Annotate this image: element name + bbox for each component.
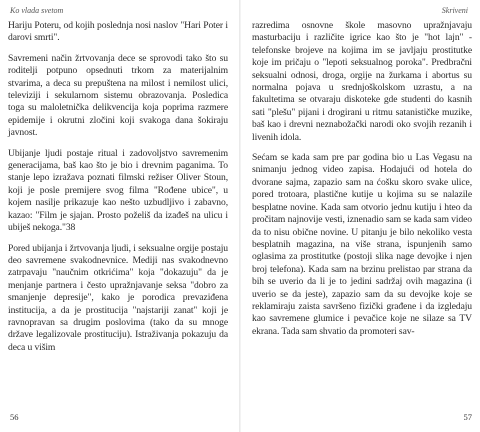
paragraph: Ubijanje ljudi postaje ritual i zadovoljstvo savremenim generacijama, baš kao što je bio i drevnim paganima. To stanje lepo izražava poznati filmski režiser Oliver Stoun, koji je posle premijere svog filma "Rođene ubice", u kojem nasilje prikazuje kao nešto uzbudljivo i zabavno, kazao: "Film je sjajan. Prosto poželiš da izađeš na ulicu i ubiješ nekoga."38: [8, 147, 228, 234]
right-page-text: [252, 20, 472, 338]
paragraph: Savremeni način žrtvovanja dece se sprovodi tako što su roditelji potpuno opsednuti trkom za materijalnim stvarima, a deca su prepuštena na milost i nemilost ulici, televiziji i sekularnom sistemu obrazovanja. Posledica toga su maloletnička delikvencija koja poprima razmere epidemije i okrutni zločini koji svakoga dana šokiraju javnost.: [8, 52, 228, 139]
page-number-left: 56: [10, 412, 19, 422]
running-head-left: Ko vlada svetom: [10, 6, 64, 15]
paragraph: Hariju Poteru, od kojih poslednja nosi naslov "Hari Poter i darovi smrti".: [8, 20, 228, 44]
running-head-right: Skriveni: [441, 6, 468, 15]
page-number-right: 57: [463, 412, 472, 422]
paragraph: razredima osnovne škole masovno upražnjavaju masturbaciju i različite igrice kao što je "hot lajn" - telefonske brojeve na kojima im se javljaju prostitutke koje im pričaju o "lepoti seksualnog poroka". Predbračni seksualni odnosi, droga, orgije na žurkama i abortus su normalna pojava u srednjoškolskom uzrastu, a na fakultetima se otvaraju diskoteke gde studenti do kasnih sati "plešu" pijani i drogirani u ritmu satanističke muzike, baš kao i drevni neznabožački narodi oko svojih rezanih i livenih idola.: [252, 20, 472, 143]
paragraph: Pored ubijanja i žrtvovanja ljudi, i seksualne orgije postaju deo savremene svakodnevnice. Mediji nas svakodnevno zatrpavaju "naučnim otkrićima" koja "dokazuju" da je menjanje partnera i često upražnjavanje seksa "dobro za smanjenje depresije", kako je porodica prevaziđena institucija, a da je prostitucija "najstariji zanat" koji je ravnopravan sa drugim poslovima (tako da su mnoge države legalizovale prostituciju). Istraživanja pokazuju da deca u višim: [8, 242, 228, 353]
paragraph: Sećam se kada sam pre par godina bio u Las Vegasu na snimanju jednog video zapisa. Hodajući od hotela do dvorane sajma, zapazio sam na ćošku skoro svake ulice, pored trotoara, plastične kutije u kojima su se nalazile besplatne novine. Kada sam otvorio jednu kutiju i hteo da pročitam najnovije vesti, iznenadio sam se kada sam video da to nisu obične novine. U pitanju je bilo nekoliko vesta besplatnih magazina, na više strana, ispunjenih samo oglasima za prostitutke (postoji slika nage devojke i njen broj telefona). Kada sam na brzinu prelistao par strana da bih se uverio da li je to jedini sadržaj ovih magazina (i uverio se da jeste), zapazio sam da su devojke koje se reklamiraju zaista savršeno fizički građene i da izgledaju kao savremene glumice i pevačice koje ne silaze sa TV ekrana. Tada sam shvatio da promoteri sav-: [252, 152, 472, 337]
right-page: [240, 0, 480, 432]
left-page-text: [8, 20, 228, 354]
